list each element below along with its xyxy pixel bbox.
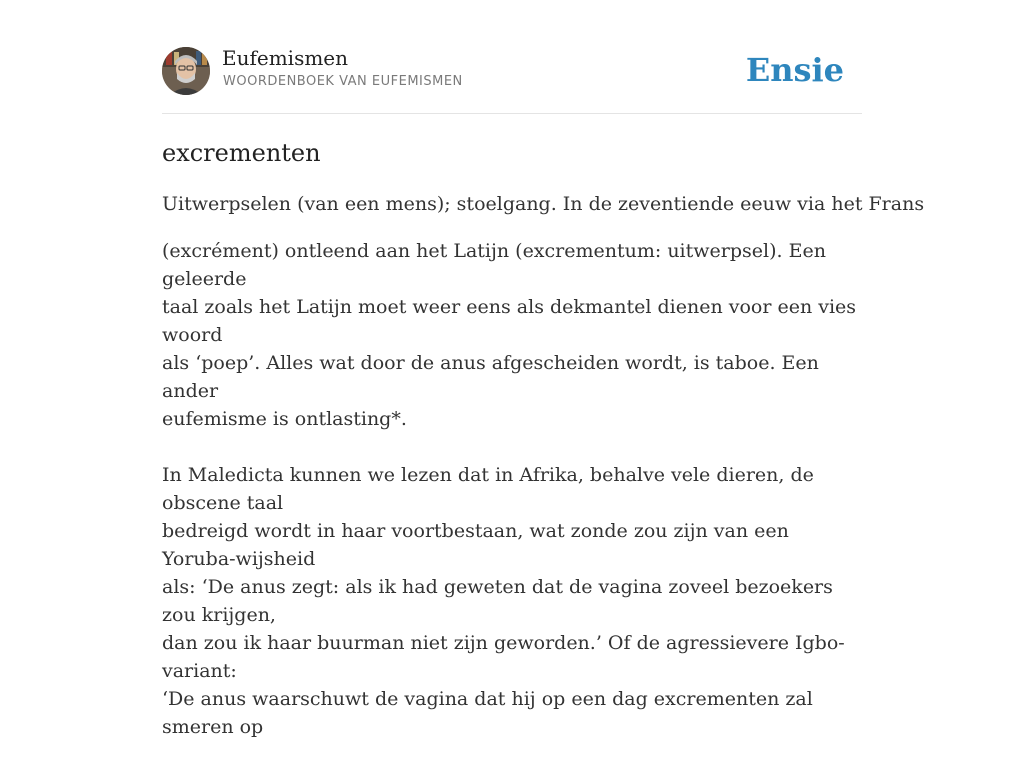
entry-paragraph: In Maledicta kunnen we lezen dat in Afrika, behalve vele dieren, de obscene taal bedreigd wordt in haar voortbestaan, wat zonde zou zijn van een Yoruba-wijsheid als: ‘De anus zegt: als ik had geweten dat de vagina zoveel bezoekers zou krijgen, dan zou ik haar buurman niet zijn geworden.’ Of de agressievere Igbo-variant: ‘De anus waarschuwt de vagina dat hij op een dag excrementen zal smeren op [162,464,845,738]
entry-body [162,237,862,769]
author-portrait [162,47,210,95]
entry-title: excrementen [162,139,321,167]
site-header [162,46,862,96]
entry-paragraph: (excrément) ontleend aan het Latijn (excrementum: uitwerpsel). Een geleerde taal zoals het Latijn moet weer eens als dekmantel dienen voor een vies woord als ‘poep’. Alles wat door de anus afgescheiden wordt, is taboe. Een ander eufemisme is ontlasting*. [162,240,857,430]
author-avatar-icon[interactable] [162,47,210,95]
site-title[interactable]: Eufemismen [222,46,349,70]
brand-logo[interactable]: Ensie [745,51,844,89]
site-subtitle: WOORDENBOEK VAN EUFEMISMEN [223,74,463,89]
header-divider [162,113,862,114]
entry-lead: Uitwerpselen (van een mens); stoelgang. In de zeventiende eeuw via het Frans [162,193,925,215]
